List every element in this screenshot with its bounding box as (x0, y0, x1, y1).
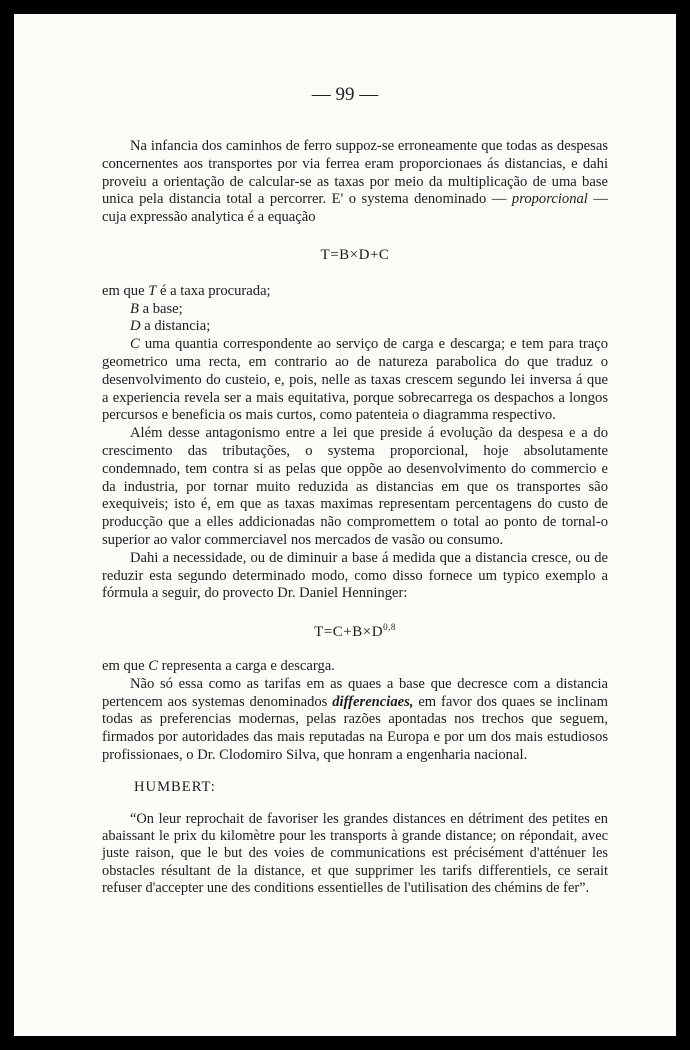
paragraph-5-text-a: Não só essa como as tarifas em as quaes a base que decresce com a distancia pertencem aos systemas denominados (102, 675, 608, 710)
paragraph-5 (102, 676, 608, 765)
paragraph-1-emphasis: proporcional (511, 191, 588, 208)
definition-c-text: uma quantia correspondente ao serviço de carga e descarga; e tem para traço geometrico uma recta, em contrario ao de natureza parabolica do que traduz o desenvolvimento do custeio, e, pois, nelle as taxas crescem segundo lei inversa á que a experiencia revela ser a mais equitativa, porque sobrecarrega os despachos a longos percursos e beneficia os mais curtos, como patenteia o diagramma respectivo. (102, 336, 608, 424)
definition-list (102, 283, 608, 425)
document-page (14, 14, 676, 1036)
formula-2 (102, 619, 608, 642)
variable-d: D (130, 318, 141, 335)
quotation: “On leur reprochait de favoriser les grandes distances en détriment des petites en abaissant le prix du kilomètre pour les transports à grande distance; on répondait, avec juste raison, que le but des voies de communications est précisément d'atténuer les obstacles résultant de la distance, et que supprimer les tarifs differentiels, ce serait refuser d'accepter une des conditions essentielles de l'utilisation des chémins de fer”. (102, 810, 608, 897)
definition-d-text: a distancia; (144, 318, 211, 335)
section-heading: HUMBERT: (134, 778, 216, 795)
definition-b-text: a base; (142, 300, 183, 317)
formula-2-base: T=C+B×D (314, 624, 384, 641)
definition-t-text: é a taxa procurada; (160, 282, 271, 299)
definition-t (102, 283, 608, 301)
paragraph-5-text-b: em favor dos quaes se inclinam todas as preferencias modernas, pelas razões apontadas nos trechos que seguem, firmados por autoridades das mais reputadas na Europa e por um dos mais estudiosos profissionaes, o Dr. Clodomiro Silva, que honram a engenharia nacional. (102, 693, 608, 763)
formula-1: T=B×D+C (320, 246, 390, 263)
paragraph-1-text-a: Na infancia dos caminhos de ferro suppoz-se erroneamente que todas as despesas concernentes aos transportes por via ferrea eram proporcionaes ás distancias, e dahi proveiu a orientação de calcular-se as taxas por meio da multiplicação de uma base unica pela distancia total a percorrer. E' o systema denominado — (102, 138, 608, 208)
definition-d (102, 318, 608, 336)
page-number: — 99 — (311, 84, 379, 105)
variable-c: C (130, 336, 140, 353)
definition-prefix: em que (102, 282, 145, 299)
definition-b (102, 301, 608, 319)
variable-t: T (148, 282, 157, 299)
variable-b: B (130, 300, 139, 317)
variable-c-2: C (148, 657, 158, 674)
paragraph-4-text: representa a carga e descarga. (161, 657, 335, 674)
definition-c (102, 336, 608, 425)
paragraph-3: Dahi a necessidade, ou de diminuir a base á medida que a distancia cresce, ou de reduzir esta segundo determinado modo, como disso fornece um typico exemplo a fórmula a seguir, do provecto Dr. Daniel Henninger: (102, 549, 608, 602)
paragraph-4 (102, 658, 608, 676)
formula-2-exponent: 0,8 (383, 622, 396, 633)
paragraph-1 (102, 138, 608, 227)
paragraph-1-text-b: — cuja expressão analytica é a equação (102, 191, 608, 226)
page-body (102, 138, 608, 898)
paragraph-2: Além desse antagonismo entre a lei que preside á evolução da despesa e a do crescimento das tributações, o systema proporcional, hoje absolutamente condemnado, tem contra si as pelas que oppõe ao desenvolvimento do commercio e da industria, por tornar muito reduzida as distancias em que os transportes são exequiveis; isto é, em que as taxas maximas representam percentagens do custo de producção que a elles addicionadas não compromettem o total ao ponto de tornal-o superior ao valor commerciavel nos mercados de vasão ou consumo. (102, 425, 608, 548)
paragraph-5-emphasis: differenciaes, (332, 693, 414, 710)
paragraph-4-prefix: em que (102, 657, 145, 674)
